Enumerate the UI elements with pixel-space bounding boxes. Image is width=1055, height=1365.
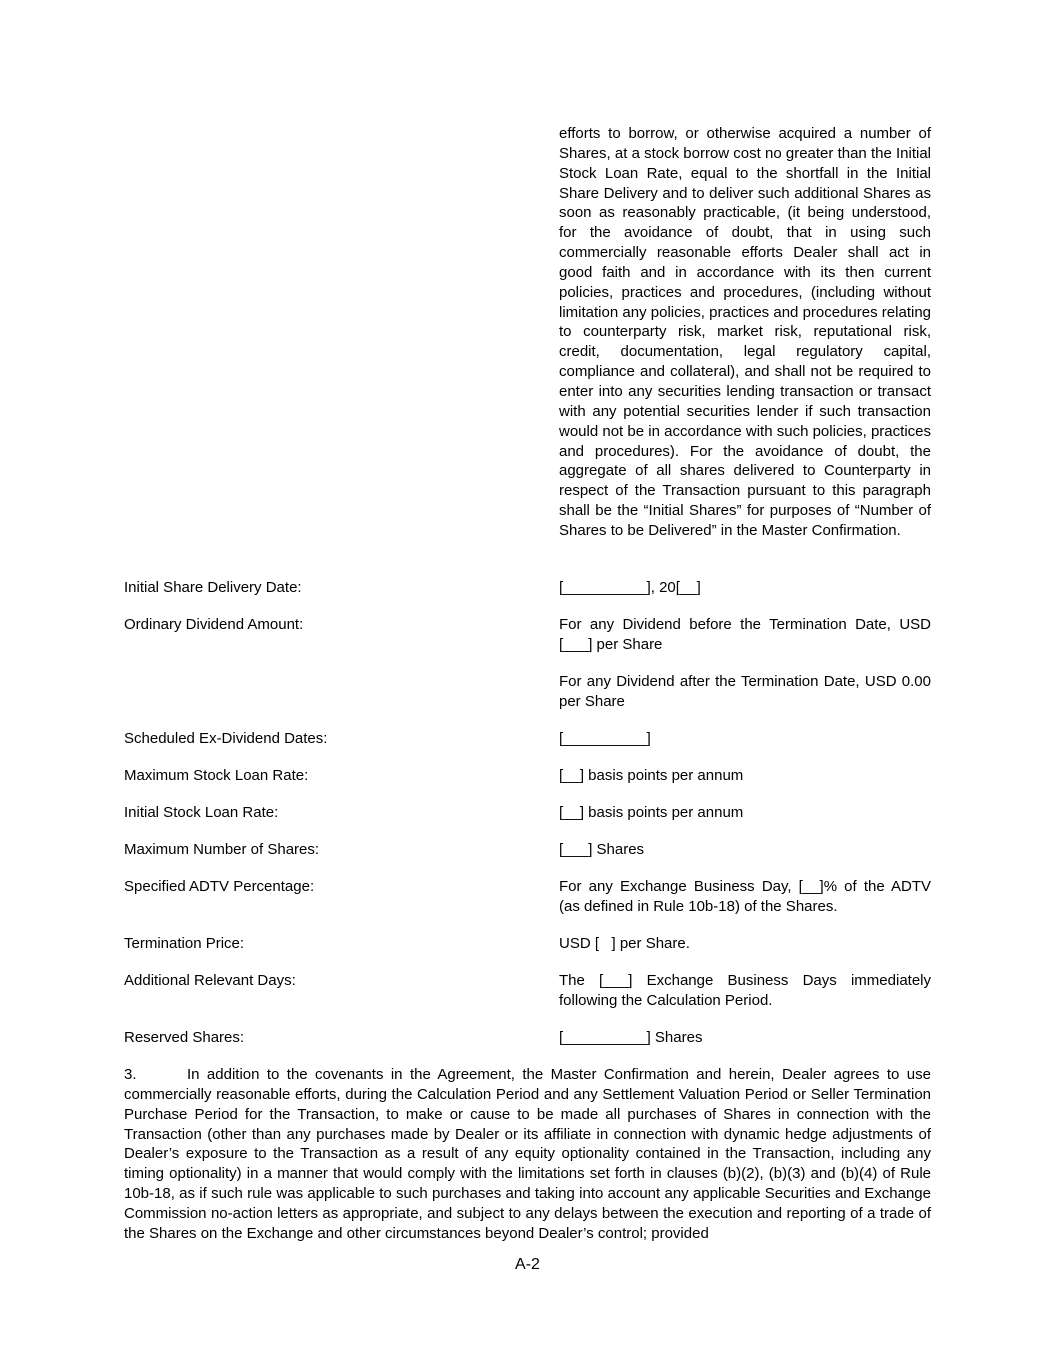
term-value <box>559 729 931 749</box>
term-label: Specified ADTV Percentage: <box>124 878 315 895</box>
term-value <box>559 615 931 711</box>
section-text: In addition to the covenants in the Agreement, the Master Confirmation and herein, Dealer agrees to use commercially reasonable efforts, during the Calculation Period and any Settlement Valuation Period or Seller Termination Purchase Period for the Transaction, to make or cause to be made all purchases of Shares in connection with the Transaction (other than any purchases made by Dealer or its affiliate in connection with dynamic hedge adjustments of Dealer’s exposure to the Transaction as a result of any equity optionality contained in the Transaction, including any timing optionality) in a manner that would comply with the limitations set forth in clauses (b)(2), (b)(3) and (b)(4) of Rule 10b-18, as if such rule was applicable to such purchases and taking into account any applicable Securities and Exchange Commission no-action letters as appropriate, and subject to any delays between the execution and reporting of a trade of the Shares on the Exchange and other circumstances beyond Dealer’s control; provided <box>124 1066 931 1242</box>
term-value-text: [__________], 20[__] <box>559 579 701 596</box>
term-value <box>559 578 931 598</box>
term-value-text: [___] Shares <box>559 841 645 858</box>
section-3-paragraph <box>124 1065 931 1244</box>
term-label: Ordinary Dividend Amount: <box>124 616 304 633</box>
term-label: Initial Stock Loan Rate: <box>124 804 279 821</box>
term-label: Maximum Stock Loan Rate: <box>124 767 309 784</box>
term-value <box>559 971 931 1011</box>
term-label: Maximum Number of Shares: <box>124 841 320 858</box>
continuation-paragraph: efforts to borrow, or otherwise acquired a number of Shares, at a stock borrow cost no greater than the Initial Stock Loan Rate, equal to the shortfall in the Initial Share Delivery and to deliver such additional Shares as soon as reasonably practicable, (it being understood, for the avoidance of doubt, that in using such commercially reasonable efforts Dealer shall act in good faith and in accordance with its then current policies, practices and procedures, (including without limitation any policies, practices and procedures relating to counterparty risk, market risk, reputational risk, credit, documentation, legal regulatory capital, compliance and collateral), and shall not be required to enter into any securities lending transaction or transact with any potential securities lender if such transaction would not be in accordance with such policies, practices and procedures). For the avoidance of doubt, the aggregate of all shares delivered to Counterparty in respect of the Transaction pursuant to this paragraph shall be the “Initial Shares” for purposes of “Number of Shares to be Delivered” in the Master Confirmation. <box>559 125 931 539</box>
term-value-text: For any Dividend after the Termination Date, USD 0.00 per Share <box>559 672 931 710</box>
term-value-text: [__] basis points per annum <box>559 804 744 821</box>
term-label: Termination Price: <box>124 935 245 952</box>
term-label: Reserved Shares: <box>124 1029 245 1046</box>
section-number: 3. <box>124 1066 137 1083</box>
term-value <box>559 1028 931 1048</box>
term-value-text: The [___] Exchange Business Days immediately following the Calculation Period. <box>559 972 931 1009</box>
term-value-text: [__] basis points per annum <box>559 767 744 784</box>
term-value <box>559 877 931 917</box>
term-label: Scheduled Ex-Dividend Dates: <box>124 730 328 747</box>
term-label: Initial Share Delivery Date: <box>124 579 302 596</box>
term-value-text: USD [ ] per Share. <box>559 935 690 952</box>
term-value <box>559 803 931 823</box>
term-value-text: For any Exchange Business Day, [__]% of the ADTV (as defined in Rule 10b-18) of the Shares. <box>559 878 931 915</box>
term-value <box>559 766 931 786</box>
term-value-text: For any Dividend before the Termination Date, USD [___] per Share <box>559 616 931 653</box>
page-number: A-2 <box>515 1256 540 1273</box>
term-label: Additional Relevant Days: <box>124 972 296 989</box>
term-value <box>559 840 931 860</box>
term-value <box>559 934 931 954</box>
term-value-text: [__________] <box>559 730 651 747</box>
term-value-text: [__________] Shares <box>559 1029 703 1046</box>
